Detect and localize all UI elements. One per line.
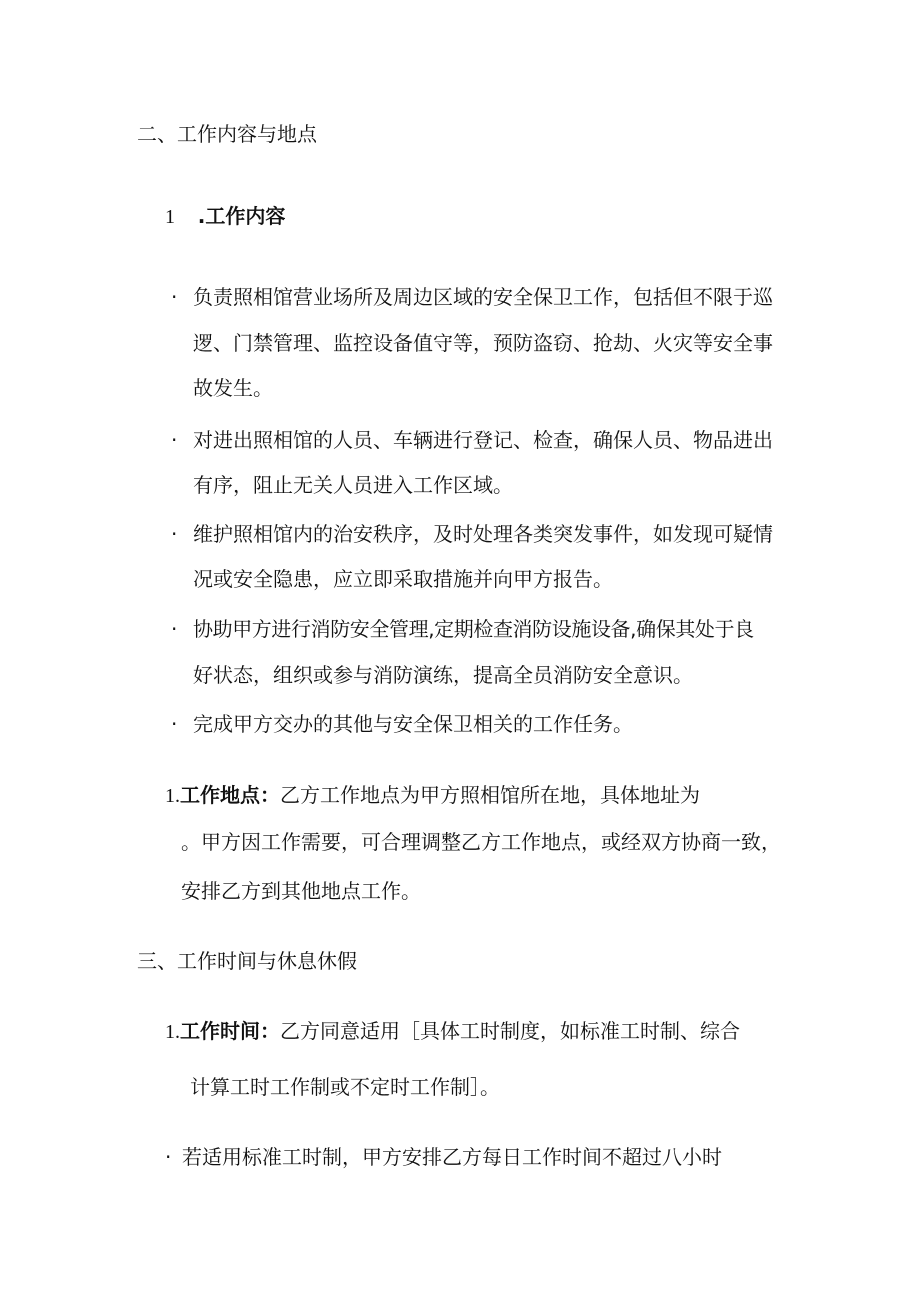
- bullet-marker: ·: [171, 617, 178, 641]
- bullet-item: [171, 522, 773, 546]
- bullet-continuation: 故发生。: [193, 376, 273, 400]
- bullet-continuation: 好状态，组织或参与消防演练，提高全员消防安全意识。: [193, 663, 693, 687]
- heading-number: 1: [165, 206, 175, 228]
- location-number: 1.: [165, 785, 180, 807]
- bullet-line: 若适用标准工时制，甲方安排乙方每日工作时间不超过八小时: [182, 1145, 722, 1169]
- bullet-continuation: 逻、门禁管理、监控设备值守等，预防盗窃、抢劫、火灾等安全事: [193, 331, 773, 355]
- bullet-line: 完成甲方交办的其他与安全保卫相关的工作任务。: [193, 712, 633, 736]
- bullet-marker: ·: [171, 285, 178, 309]
- work-location-paragraph: [165, 783, 700, 808]
- time-line-1: 乙方同意适用［具体工时制度，如标准工时制、综合: [280, 1019, 740, 1043]
- bullet-line: 对进出照相馆的人员、车辆进行登记、检查，确保人员、物品进出: [193, 428, 773, 452]
- heading-text: 工作内容: [205, 204, 286, 228]
- bullet-marker: ·: [171, 522, 178, 546]
- bullet-item: [171, 712, 633, 736]
- location-line-3: 安排乙方到其他地点工作。: [181, 879, 421, 903]
- bullet-marker: ·: [171, 712, 178, 736]
- bullet-item: [171, 617, 754, 641]
- work-time-paragraph: [165, 1019, 740, 1044]
- bullet-line: 维护照相馆内的治安秩序，及时处理各类突发事件，如发现可疑情: [193, 522, 773, 546]
- bullet-continuation: 况或安全隐患，应立即采取措施并向甲方报告。: [193, 567, 613, 591]
- time-heading: 工作时间：: [180, 1019, 280, 1043]
- heading-dot: .: [197, 204, 206, 228]
- location-line-2: 。甲方因工作需要，可合理调整乙方工作地点，或经双方协商一致，: [181, 830, 781, 854]
- bullet-marker: ·: [171, 428, 178, 452]
- time-line-2: 计算工时工作制或不定时工作制］。: [190, 1075, 500, 1099]
- bullet-item: [171, 285, 773, 309]
- bullet-item: [171, 428, 773, 452]
- bullet-marker: ·: [165, 1145, 172, 1169]
- bullet-line: 负责照相馆营业场所及周边区域的安全保卫工作，包括但不限于巡: [193, 285, 773, 309]
- work-content-heading: [165, 204, 285, 229]
- location-line-1: 乙方工作地点为甲方照相馆所在地，具体地址为: [280, 783, 700, 807]
- section-3-title: 三、工作时间与休息休假: [137, 949, 357, 973]
- location-heading: 工作地点：: [180, 783, 280, 807]
- bullet-continuation: 有序，阻止无关人员进入工作区域。: [193, 473, 513, 497]
- time-number: 1.: [165, 1021, 180, 1043]
- section-2-title: 二、工作内容与地点: [137, 122, 317, 146]
- bullet-item: [165, 1145, 722, 1169]
- bullet-line: 协助甲方进行消防安全管理,定期检查消防设施设备,确保其处于良: [193, 617, 754, 641]
